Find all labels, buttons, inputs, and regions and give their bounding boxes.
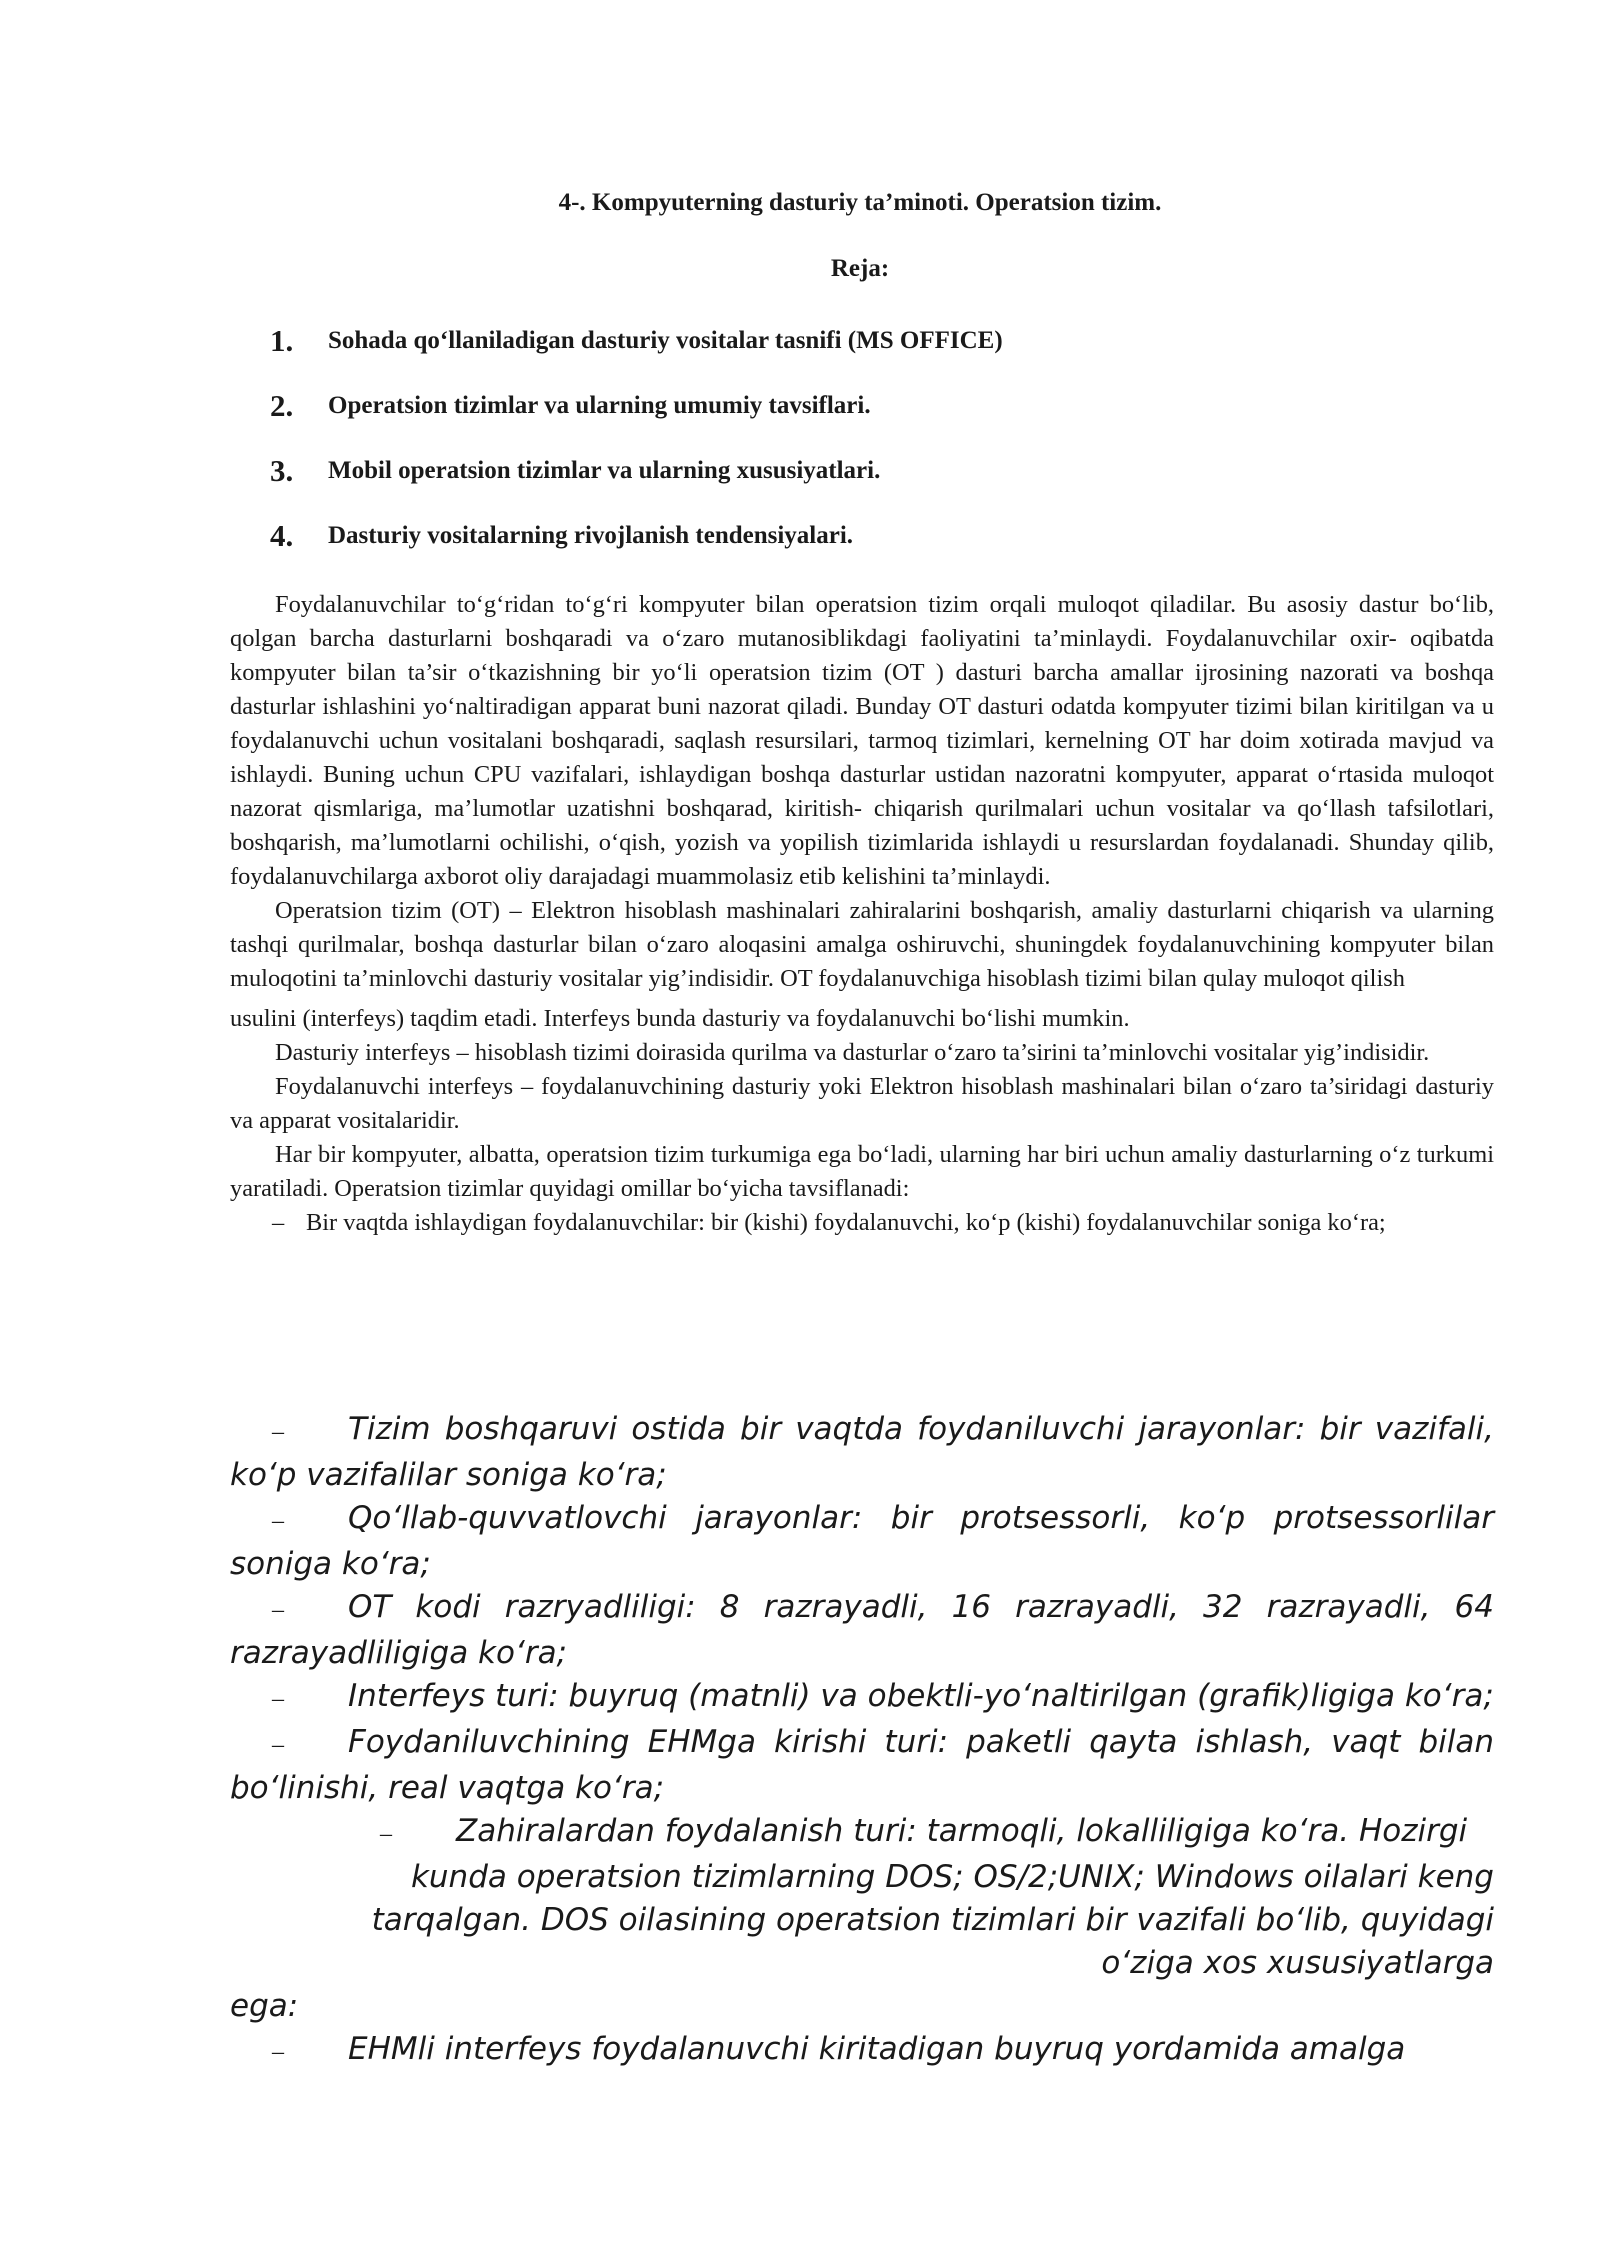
list-item: –EHMli interfeys foydalanuvchi kiritadigan buyruq yordamida amalga (230, 2028, 1494, 2074)
dash-bullet (230, 2028, 348, 2074)
dash-bullet (338, 1810, 456, 1856)
paragraph: Foydalanuvchilar to‘g‘ridan to‘g‘ri kompyuter bilan operatsion tizim orqali muloqot qiladilar. Bu asosiy dastur bo‘lib, qolgan barcha dasturlarni boshqaradi va o‘zaro mutanosiblikdagi faoliyatini ta’minlaydi. Foydalanuvchilar oxir- oqibatda kompyuter bilan ta’sir o‘tkazishning bir yo‘li operatsion tizim (OT ) dasturi barcha amallar ijrosining nazorati va boshqa dasturlar ishlashini yo‘naltiradigan apparat buni nazorat qiladi. Bunday OT dasturi odatda kompyuter tizimi bilan kiritilgan va u foydalanuvchi uchun vositalani boshqaradi, saqlash resursilari, tarmoq tizimlari, kernelning OT har doim xotirada mavjud va ishlaydi. Buning uchun CPU vazifalari, ishlaydigan boshqa dasturlar ustidan nazoratni kompyuter, apparat o‘rtasida muloqot nazorat qismlariga, ma’lumotlar uzatishni boshqarad, kiritish- chiqarish qurilmalari uchun vositalar va qo‘llash tafsilotlari, boshqarish, ma’lumotlarni ochilishi, o‘qish, yozish va yopilish tizimlarida ishlaydi u resurslardan foydalanadi. Shunday qilib, foydalanuvchilarga axborot oliy darajadagi muammolasiz etib kelishini ta’minlaydi. (230, 591, 1494, 890)
body-text (230, 588, 1494, 1240)
paragraph: Har bir kompyuter, albatta, operatsion tizim turkumiga ega bo‘ladi, ularning har biri uchun amaliy dasturlarning o‘z turkumi yaratiladi. Operatsion tizimlar quyidagi omillar bo‘yicha tavsiflanadi: (230, 1141, 1494, 1202)
dash-bullet (230, 1206, 306, 1240)
document-title: 4-. Kompyuterning dasturiy ta’minoti. Operatsion tizim. (558, 189, 1162, 216)
dash-bullet (230, 1497, 348, 1543)
paragraph: Foydalanuvchi interfeys – foydalanuvchining dasturiy yoki Elektron hisoblash mashinalari bilan o‘zaro ta’siridagi dasturiy va apparat vositalaridir. (230, 1073, 1494, 1134)
dash-bullet (230, 1586, 348, 1632)
plan-item: 4. Dasturiy vositalarning rivojlanish tendensiyalari. (270, 517, 854, 553)
plan-heading: Reja: (830, 255, 890, 282)
list-item: –Tizim boshqaruvi ostida bir vaqtda foydaniluvchi jarayonlar: bir vazifali, ko‘p vazifalilar soniga ko‘ra; (230, 1408, 1494, 1497)
shifted-list-item: –Zahiralardan foydalanish turi: tarmoqli, lokalliligiga ko‘ra. Hozirgi kunda operatsion tizimlarning DOS; OS/2;UNIX; Windows oilalari keng tarqalgan. DOS oilasining operatsion tizimlari bir vazifali bo‘lib, quyidagi o‘ziga xos xususiyatlarga ega: (230, 1810, 1494, 2028)
plan-item: 3. Mobil operatsion tizimlar va ularning xususiyatlari. (270, 452, 881, 488)
list-item: –OT kodi razryadliligi: 8 razrayadli, 16 razrayadli, 32 razrayadli, 64 razrayadliligiga ko‘ra; (230, 1586, 1494, 1675)
dash-bullet (230, 1675, 348, 1721)
paragraph: Dasturiy interfeys – hisoblash tizimi doirasida qurilma va dasturlar o‘zaro ta’sirini ta’minlovchi vositalar yig’indisidir. (275, 1039, 1430, 1066)
list-item: –Foydaniluvchining EHMga kirishi turi: paketli qayta ishlash, vaqt bilan bo‘linishi, real vaqtga ko‘ra; (230, 1721, 1494, 1810)
dash-bullet (230, 1408, 348, 1454)
list-item: –Bir vaqtda ishlaydigan foydalanuvchilar: bir (kishi) foydalanuvchi, ko‘p (kishi) foydalanuvchilar soniga ko‘ra; (230, 1206, 1494, 1240)
list-item: –Interfeys turi: buyruq (matnli) va obektli-yo‘naltirilgan (grafik)ligiga ko‘ra; (230, 1675, 1494, 1721)
plan-item: 1. Sohada qo‘llaniladigan dasturiy vositalar tasnifi (MS OFFICE) (270, 322, 1003, 358)
list-item: –Qo‘llab-quvvatlovchi jarayonlar: bir protsessorli, ko‘p protsessorlilar soniga ko‘ra; (230, 1497, 1494, 1586)
plan-item: 2. Operatsion tizimlar va ularning umumiy tavsiflari. (270, 387, 871, 423)
paragraph: usulini (interfeys) taqdim etadi. Interfeys bunda dasturiy va foydalanuvchi bo‘lishi mumkin. (230, 1005, 1130, 1032)
italic-list (230, 1408, 1494, 2074)
paragraph: Operatsion tizim (OT) – Elektron hisoblash mashinalari zahiralarini boshqarish, amaliy dasturlarni chiqarish va ularning tashqi qurilmalar, boshqa dasturlar bilan o‘zaro aloqasini amalga oshiruvchi, shuningdek foydalanuvchining kompyuter bilan muloqotini ta’minlovchi dasturiy vositalar yig’indisidir. OT foydalanuvchiga hisoblash tizimi bilan qulay muloqot qilish (230, 897, 1494, 992)
dash-bullet (230, 1721, 348, 1767)
plan-list (270, 308, 1470, 568)
